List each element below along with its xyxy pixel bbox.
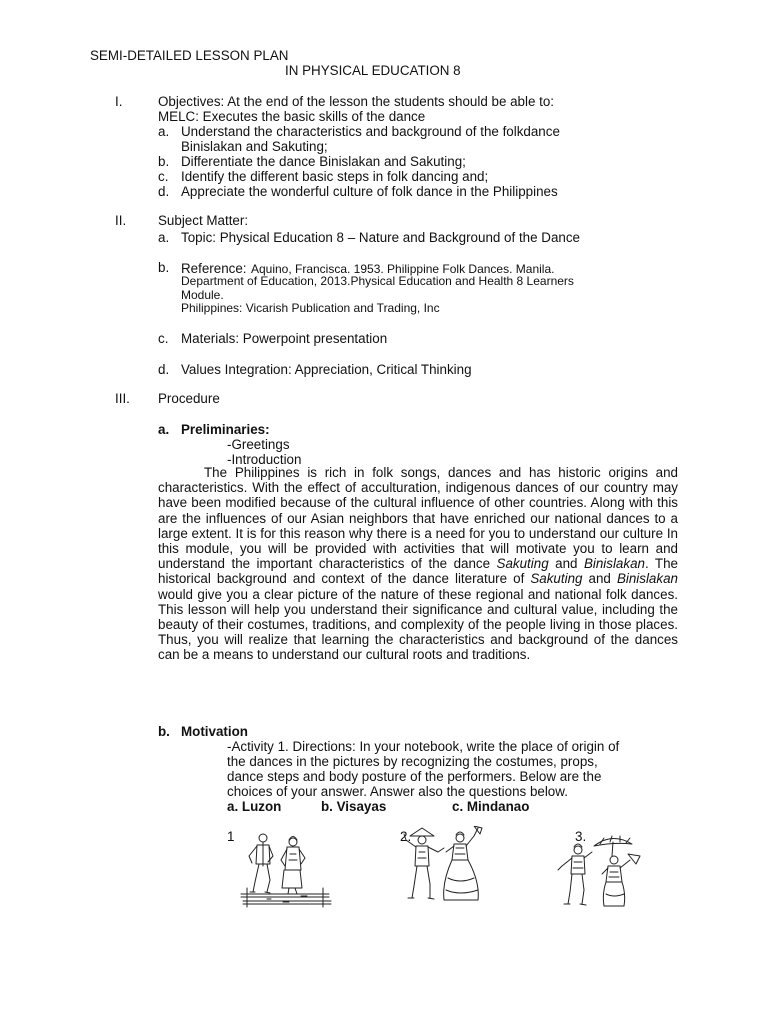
objective-letter-b: b. xyxy=(158,154,170,169)
reference-line1: Aquino, Francisca. 1953. Philippine Folk Dances. Manila. xyxy=(250,262,555,276)
materials-letter: c. xyxy=(158,331,169,346)
objective-letter-c: c. xyxy=(158,169,169,184)
objective-a-line2: Binislakan and Sakuting; xyxy=(181,139,328,154)
term-sakuting-2: Sakuting xyxy=(530,571,583,587)
objective-d-text: Appreciate the wonderful culture of folk dance in the Philippines xyxy=(181,184,558,199)
term-sakuting: Sakuting xyxy=(496,556,549,572)
reference-letter: b. xyxy=(158,260,170,275)
reference-line4: Philippines: Vicarish Publication and Trading, Inc xyxy=(181,301,440,315)
paragraph-part-2: . The historical background and context of the dance literature of xyxy=(158,556,678,587)
values-text: Values Integration: Appreciation, Critical Thinking xyxy=(181,362,472,377)
choice-mindanao: c. Mindanao xyxy=(452,799,530,814)
objective-a-line1: Understand the characteristics and background of the folkdance xyxy=(181,124,560,139)
conjunction-and: and xyxy=(548,556,584,572)
reference-label: Reference: xyxy=(181,261,247,276)
melc-line: MELC: Executes the basic skills of the dance xyxy=(158,109,426,124)
topic-text: Topic: Physical Education 8 – Nature and Background of the Dance xyxy=(181,230,580,245)
choice-luzon: a. Luzon xyxy=(227,799,282,814)
picture-label-3: 3. xyxy=(575,829,587,844)
picture-label-2: 2. xyxy=(400,829,412,844)
dance-picture-1 xyxy=(237,830,333,908)
greetings-item: -Greetings xyxy=(227,437,290,452)
subject-matter-heading: Subject Matter: xyxy=(158,213,249,228)
document-subtitle: IN PHYSICAL EDUCATION 8 xyxy=(285,63,461,78)
objective-letter-d: d. xyxy=(158,184,170,199)
preliminaries-title: Preliminaries: xyxy=(181,422,270,437)
reference-line3: Module. xyxy=(181,288,224,302)
choice-visayas: b. Visayas xyxy=(321,799,387,814)
paragraph-part-3: would give you a clear picture of the nature of these regional and national folk dances. This lesson will help you understand their significance and cultural value, including the beauty of their costumes, traditions, and complexity of the people living in those places. Thus, you will realize that learning the characteristics and background of the dances can be a means to understand our cultural roots and traditions. xyxy=(158,586,678,663)
document-title: SEMI-DETAILED LESSON PLAN xyxy=(90,48,289,63)
term-binislakan-2: Binislakan xyxy=(616,571,678,587)
objective-letter-a: a. xyxy=(158,124,170,139)
introduction-paragraph xyxy=(158,465,678,663)
topic-letter: a. xyxy=(158,230,170,245)
activity-line2: the dances in the pictures by recognizing the costumes, props, xyxy=(227,754,598,769)
preliminaries-letter: a. xyxy=(158,422,170,437)
conjunction-and-2: and xyxy=(582,571,617,587)
paragraph-part-1: The Philippines is rich in folk songs, dances and has historic origins and characteristics. With the effect of acculturation, indigenous dances of our country may have been modified because of the cultural influence of other countries. Along with this are the influences of our Asian neighbors that have enriched our national dances to a large extent. It is for this reason why there is a need for you to understand our culture In this module, you will be provided with activities that will motivate you to learn and understand the important characteristics of the dance xyxy=(158,465,678,572)
dance-picture-3 xyxy=(552,834,648,910)
activity-line1: -Activity 1. Directions: In your notebook, write the place of origin of xyxy=(227,739,620,754)
reference-line2: Department of Education, 2013.Physical Education and Health 8 Learners xyxy=(181,274,574,288)
dance-picture-2 xyxy=(398,826,498,906)
activity-line3: dance steps and body posture of the performers. Below are the xyxy=(227,769,602,784)
procedure-heading: Procedure xyxy=(158,391,220,406)
section-numeral-2: II. xyxy=(115,213,127,228)
objective-c-text: Identify the different basic steps in folk dancing and; xyxy=(181,169,489,184)
picture-label-1: 1 xyxy=(227,829,235,844)
activity-line4: choices of your answer. Answer also the questions below. xyxy=(227,784,568,799)
section-numeral-3: III. xyxy=(115,391,130,406)
introduction-item: -Introduction xyxy=(227,452,302,467)
section-numeral-1: I. xyxy=(115,94,123,109)
motivation-title: Motivation xyxy=(181,724,248,739)
materials-text: Materials: Powerpoint presentation xyxy=(181,331,388,346)
motivation-letter: b. xyxy=(158,724,170,739)
objectives-heading: Objectives: At the end of the lesson the students should be able to: xyxy=(158,94,555,109)
term-binislakan: Binislakan xyxy=(583,556,645,572)
values-letter: d. xyxy=(158,362,170,377)
objective-b-text: Differentiate the dance Binislakan and Sakuting; xyxy=(181,154,466,169)
